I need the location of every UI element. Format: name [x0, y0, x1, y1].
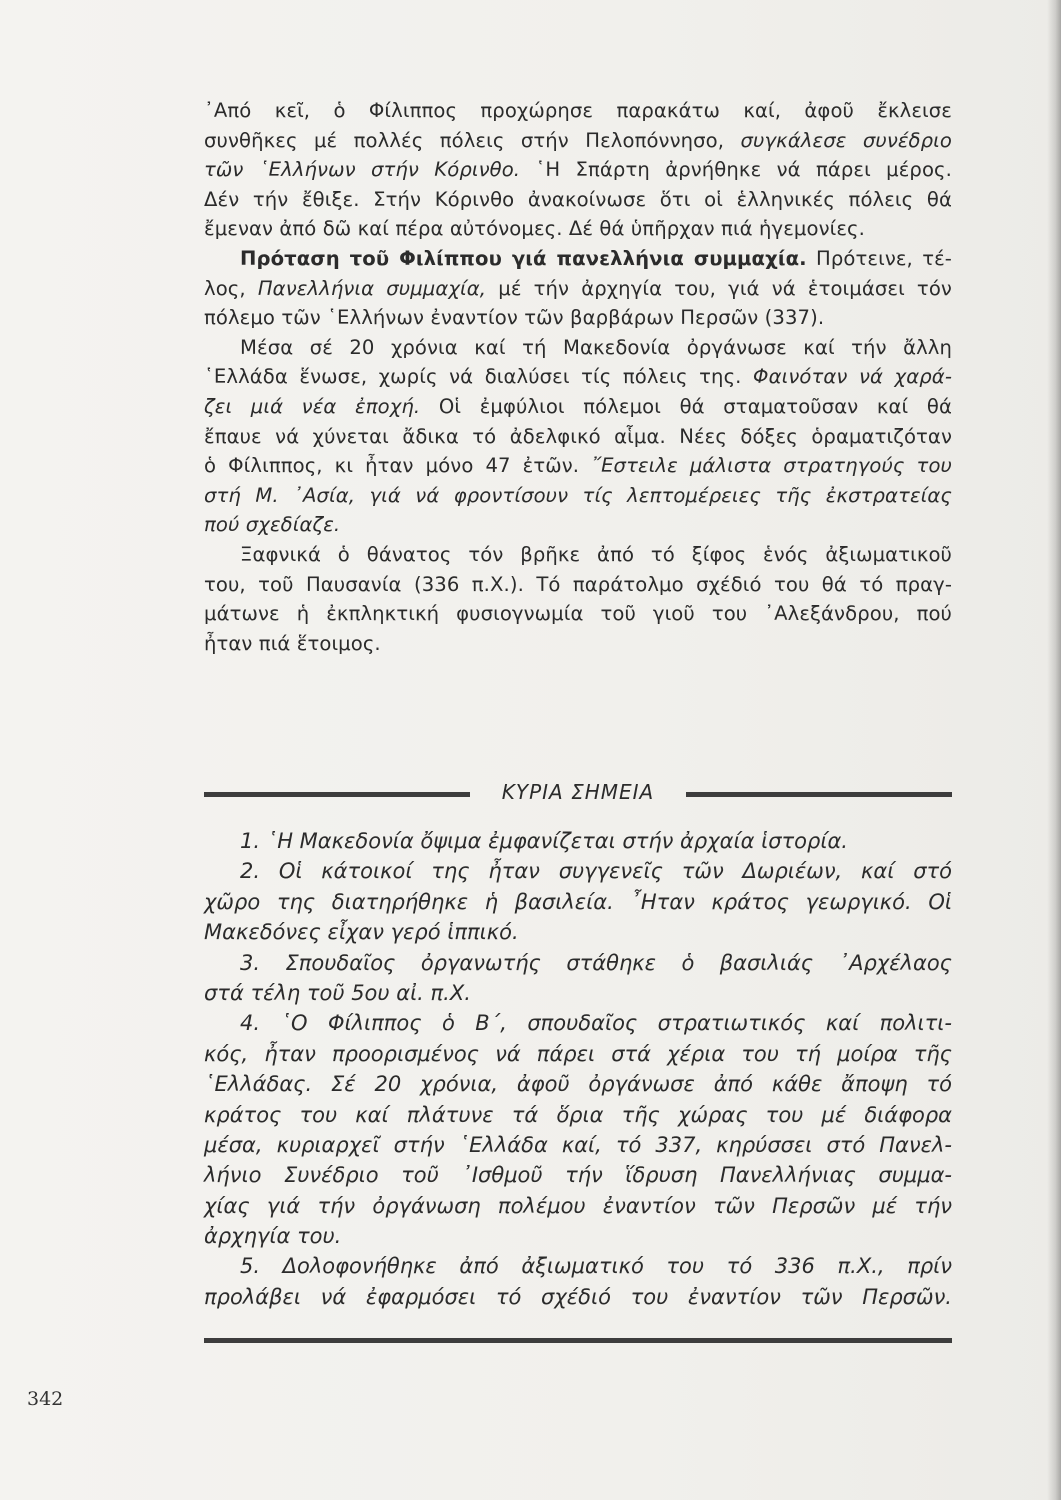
text-line: ἔπαυε νά χύνεται ἄδικα τό ἀδελφικό αἷμα. Νέες δόξες ὁραματιζόταν: [204, 424, 952, 448]
subheading: Πρόταση τοῦ Φιλίππου γιά πανελλήνια συμμαχία.: [240, 246, 807, 270]
text-line: λήνιο Συνέδριο τοῦ ᾿Ισθμοῦ τήν ἵδρυση Πανελλήνιας συμμα-: [204, 1163, 952, 1188]
text-line: πού σχεδίαζε.: [204, 513, 341, 537]
text-line: ῾Ελλάδας. Σέ 20 χρόνια, ἀφοῦ ὀργάνωσε ἀπό κάθε ἄποψη τό: [204, 1072, 952, 1097]
text-line: χῶρο της διατηρήθηκε ἡ βασιλεία. ῏Ηταν κράτος γεωργικό. Οἱ: [204, 889, 952, 914]
list-item: 5. Δολοφονήθηκε ἀπό ἀξιωματικό του τό 336 π.Χ., πρίν: [240, 1254, 952, 1279]
binding-shadow: [1047, 0, 1061, 1500]
text-line: συνθῆκες μέ πολλές πόλεις στήν Πελοπόννησο, συγκάλεσε συνέδριο: [204, 128, 952, 152]
text-line: λος, Πανελλήνια συμμαχία, μέ τήν ἀρχηγία του, γιά νά ἑτοιμάσει τόν: [204, 276, 952, 300]
heading-rule-right: [686, 792, 952, 797]
text-line: Δέν τήν ἔθιξε. Στήν Κόρινθο ἀνακοίνωσε ὅτι οἱ ἑλληνικές πόλεις θά: [204, 187, 952, 211]
text-line: στά τέλη τοῦ 5ου αἰ. π.Χ.: [204, 980, 471, 1005]
list-item: 4. ῾Ο Φίλιππος ὁ Β΄, σπουδαῖος στρατιωτικός καί πολιτι-: [240, 1011, 952, 1036]
text-line: Μακεδόνες εἶχαν γερό ἱππικό.: [204, 920, 519, 945]
text-line: χίας γιά τήν ὀργάνωση πολέμου ἐναντίον τῶν Περσῶν μέ τήν: [204, 1193, 952, 1218]
text-line: ὁ Φίλιππος, κι ἦταν μόνο 47 ἐτῶν. ῎Εστειλε μάλιστα στρατηγούς του: [204, 454, 952, 478]
list-item: 2. Οἱ κάτοικοί της ἦταν συγγενεῖς τῶν Δωριέων, καί στό: [240, 859, 952, 884]
text-line: Μέσα σέ 20 χρόνια καί τή Μακεδονία ὀργάνωσε καί τήν ἄλλη: [240, 335, 952, 359]
text-line: του, τοῦ Παυσανία (336 π.Χ.). Τό παράτολμο σχέδιό του θά τό πραγ-: [204, 572, 952, 596]
text-line: Ξαφνικά ὁ θάνατος τόν βρῆκε ἀπό τό ξίφος ἑνός ἀξιωματικοῦ: [240, 542, 952, 566]
text-line: μάτωνε ἡ ἐκπληκτική φυσιογνωμία τοῦ γιοῦ του ᾿Αλεξάνδρου, πού: [204, 602, 952, 626]
page-number: 342: [27, 1388, 64, 1410]
text-line: τῶν ῾Ελλήνων στήν Κόρινθο. ῾Η Σπάρτη ἀρνήθηκε νά πάρει μέρος.: [204, 158, 952, 182]
list-item: 3. Σπουδαῖος ὀργανωτής στάθηκε ὁ βασιλιάς ᾿Αρχέλαος: [240, 950, 952, 975]
key-points: [204, 826, 952, 1312]
text-line: ἦταν πιά ἕτοιμος.: [204, 631, 381, 655]
text-line: πόλεμο τῶν ῾Ελλήνων ἐναντίον τῶν βαρβάρων Περσῶν (337).: [204, 306, 825, 330]
text-line: κράτος του καί πλάτυνε τά ὅρια τῆς χώρας του μέ διάφορα: [204, 1102, 952, 1127]
text-line: Πρόταση τοῦ Φιλίππου γιά πανελλήνια συμμαχία. Πρότεινε, τέ-: [240, 246, 952, 270]
section-title: ΚΥΡΙΑ ΣΗΜΕΙΑ: [501, 780, 655, 804]
heading-rule-left: [204, 792, 470, 797]
bottom-rule: [204, 1338, 952, 1343]
text-line: ᾿Από κεῖ, ὁ Φίλιππος προχώρησε παρακάτω καί, ἀφοῦ ἔκλεισε: [204, 99, 952, 122]
main-text: [204, 96, 952, 658]
text-line: μέσα, κυριαρχεῖ στήν ῾Ελλάδα καί, τό 337, κηρύσσει στό Πανελ-: [204, 1132, 952, 1157]
text-line: στή Μ. ᾿Ασία, γιά νά φροντίσουν τίς λεπτομέρειες τῆς ἐκστρατείας: [204, 483, 952, 507]
text-line: ἔμεναν ἀπό δῶ καί πέρα αὐτόνομες. Δέ θά ὑπῆρχαν πιά ἡγεμονίες.: [204, 217, 865, 241]
text-line: προλάβει νά ἐφαρμόσει τό σχέδιό του ἐναντίον τῶν Περσῶν.: [204, 1284, 952, 1309]
text-line: ῾Ελλάδα ἕνωσε, χωρίς νά διαλύσει τίς πόλεις της. Φαινόταν νά χαρά-: [204, 365, 952, 389]
section-heading: [204, 780, 952, 814]
text-line: ζει μιά νέα ἐποχή. Οἱ ἐμφύλιοι πόλεμοι θά σταματοῦσαν καί θά: [204, 394, 952, 418]
text-line: κός, ἦταν προορισμένος νά πάρει στά χέρια του τή μοίρα τῆς: [204, 1041, 952, 1066]
list-item: 1. ῾Η Μακεδονία ὄψιμα ἐμφανίζεται στήν ἀρχαία ἱστορία.: [240, 829, 848, 853]
text-line: ἀρχηγία του.: [204, 1224, 342, 1249]
